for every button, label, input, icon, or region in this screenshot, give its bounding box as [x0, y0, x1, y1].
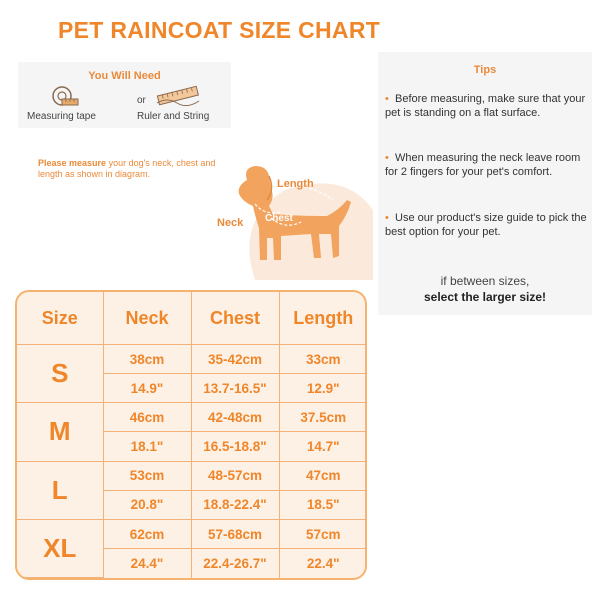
length-in-cell: 12.9"	[279, 374, 367, 403]
neck-in-cell: 18.1"	[103, 432, 191, 461]
chest-cm-cell: 35-42cm	[191, 345, 279, 374]
chest-header: Chest	[191, 292, 279, 345]
tip-item: • Use our product's size guide to pick the best option for your pet.	[385, 212, 587, 238]
page-title: PET RAINCOAT SIZE CHART	[58, 17, 381, 43]
size-cell: M	[17, 403, 103, 461]
neck-in-cell: 24.4"	[103, 549, 191, 578]
chest-in-cell: 16.5-18.8"	[191, 432, 279, 461]
size-header: Size	[17, 292, 103, 345]
ruler-string-icon	[155, 85, 201, 107]
length-cm-cell: 57cm	[279, 519, 367, 549]
neck-cm-cell: 46cm	[103, 403, 191, 432]
bullet-icon: •	[385, 93, 389, 105]
size-cell: S	[17, 345, 103, 403]
tips-title: Tips	[473, 64, 497, 76]
size-table	[15, 290, 367, 580]
chest-in-cell: 22.4-26.7"	[191, 549, 279, 578]
size-cell: L	[17, 461, 103, 519]
neck-in-cell: 14.9"	[103, 374, 191, 403]
ruler-string-label: Ruler and String	[137, 111, 210, 122]
tip-item: • Before measuring, make sure that your pet is standing on a flat surface.	[385, 93, 586, 119]
chest-cm-cell: 48-57cm	[191, 461, 279, 490]
length-cm-cell: 47cm	[279, 461, 367, 490]
measuring-tape-label: Measuring tape	[27, 111, 96, 122]
dog-measure-diagram	[215, 160, 375, 285]
neck-cm-cell: 62cm	[103, 519, 191, 549]
size-cell: XL	[17, 519, 103, 577]
chest-in-cell: 18.8-22.4"	[191, 490, 279, 519]
bullet-icon: •	[385, 152, 389, 164]
neck-in-cell: 20.8"	[103, 490, 191, 519]
tip-item: • When measuring the neck leave room for 2 fingers for your pet's comfort.	[385, 152, 581, 178]
tips-panel	[378, 52, 592, 315]
neck-label: Neck	[217, 217, 244, 229]
you-will-need-title: You Will Need	[88, 70, 161, 82]
neck-header: Neck	[103, 292, 191, 345]
table-row	[17, 461, 367, 490]
between-sizes-line1: if between sizes,	[440, 274, 530, 288]
between-sizes-note	[378, 273, 592, 305]
chest-cm-cell: 57-68cm	[191, 519, 279, 549]
length-header: Length	[279, 292, 367, 345]
table-header-row	[17, 292, 367, 345]
measuring-tape-icon	[50, 85, 80, 109]
between-sizes-line2: select the larger size!	[423, 290, 547, 304]
chest-in-cell: 13.7-16.5"	[191, 374, 279, 403]
table-row	[17, 345, 367, 374]
neck-cm-cell: 53cm	[103, 461, 191, 490]
table-row	[17, 403, 367, 432]
length-cm-cell: 33cm	[279, 345, 367, 374]
table-row	[17, 519, 367, 549]
length-cm-cell: 37.5cm	[279, 403, 367, 432]
neck-cm-cell: 38cm	[103, 345, 191, 374]
instruction-bold: Please measure	[38, 158, 107, 168]
or-label: or	[137, 95, 146, 106]
chest-label: Chest	[265, 213, 293, 224]
measure-instruction	[38, 158, 218, 180]
length-in-cell: 18.5"	[279, 490, 367, 519]
length-in-cell: 22.4"	[279, 549, 367, 578]
length-label: Length	[277, 178, 314, 190]
length-in-cell: 14.7"	[279, 432, 367, 461]
bullet-icon: •	[385, 212, 389, 224]
chest-cm-cell: 42-48cm	[191, 403, 279, 432]
instruction-text: your dog's neck, chest and length as shown in diagram.	[38, 158, 216, 179]
